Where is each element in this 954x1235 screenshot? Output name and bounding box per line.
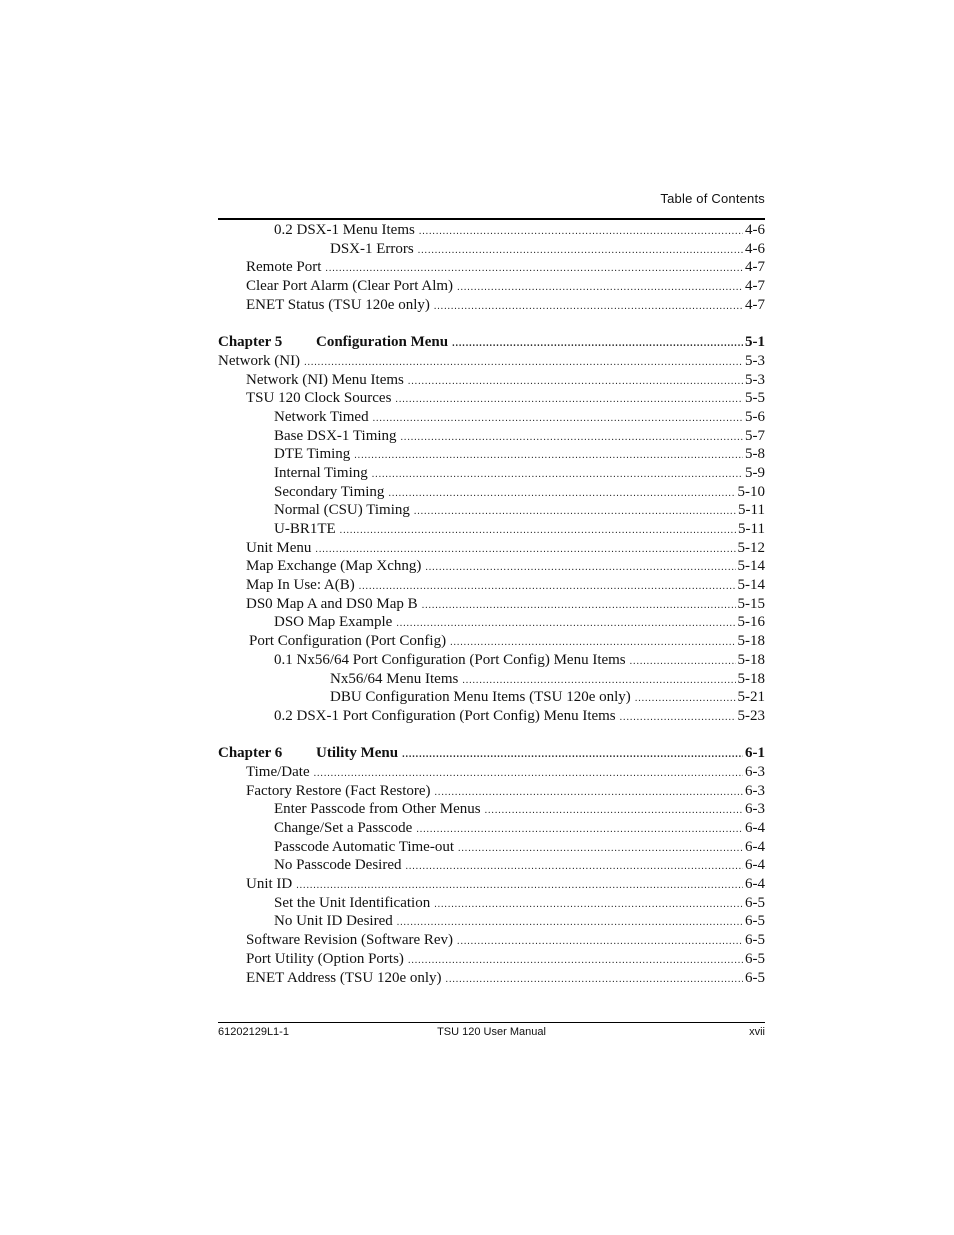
toc-entry[interactable]: [218, 800, 765, 819]
toc-page-number: 5-3: [745, 371, 765, 388]
toc-entry-label: No Passcode Desired: [274, 857, 402, 874]
toc-entry[interactable]: [218, 427, 765, 446]
toc-entry-label: Network Timed: [274, 408, 369, 425]
toc-page-number: 5-1: [745, 334, 765, 351]
toc-page-number: 6-3: [745, 801, 765, 818]
toc-page-number: 6-5: [745, 913, 765, 930]
toc-entry-label: DSX-1 Errors: [330, 240, 414, 257]
toc-chapter-title: [218, 744, 402, 763]
toc-page-number: 5-15: [737, 595, 765, 612]
toc-entry-label: Unit Menu: [246, 539, 312, 556]
toc-entry[interactable]: [218, 651, 765, 670]
toc-entry-label: U-BR1TE: [274, 521, 336, 537]
toc-entry[interactable]: [218, 389, 765, 408]
toc-page-number: 6-1: [745, 745, 765, 762]
toc-chapter-number: Chapter 6: [218, 745, 283, 762]
toc-page-number: 4-6: [745, 240, 765, 257]
toc-page-number: 6-4: [745, 857, 765, 874]
toc-entry-label: 0.2 DSX-1 Port Configuration (Port Config) Menu Items: [274, 707, 616, 724]
toc-entry[interactable]: [218, 838, 765, 857]
toc-entry[interactable]: [218, 240, 765, 259]
toc-page-number: 5-18: [737, 670, 765, 687]
toc-chapter-number: Chapter 5: [218, 334, 283, 351]
toc-page-number: 6-4: [745, 838, 765, 855]
toc-spacer: [218, 314, 765, 333]
toc-entry[interactable]: [218, 782, 765, 801]
dot-leader: [434, 298, 743, 317]
toc-chapter-entry[interactable]: [218, 744, 765, 763]
toc-page-number: 4-6: [745, 222, 765, 238]
toc-entry-label: Set the Unit Identification: [274, 894, 431, 911]
document-number: 61202129L1-1: [218, 1026, 289, 1038]
toc-spacer: [218, 726, 765, 745]
toc-entry-label: 0.2 DSX-1 Menu Items: [274, 222, 415, 238]
toc-page-number: 5-11: [738, 502, 765, 519]
toc-entry[interactable]: [218, 763, 765, 782]
toc-entry-label: Network (NI) Menu Items: [246, 371, 404, 388]
toc-page-number: 5-18: [737, 651, 765, 668]
footer-rule: [218, 1022, 765, 1023]
toc-entry[interactable]: [218, 595, 765, 614]
toc-entry-label: DS0 Map A and DS0 Map B: [246, 595, 418, 612]
toc-entry-label: 0.1 Nx56/64 Port Configuration (Port Config) Menu Items: [274, 651, 626, 668]
toc-entry[interactable]: [218, 483, 765, 502]
toc-entry-label: Port Utility (Option Ports): [246, 950, 404, 967]
toc-entry[interactable]: [218, 688, 765, 707]
toc-entry[interactable]: [218, 371, 765, 390]
toc-entry[interactable]: [218, 557, 765, 576]
toc-page-number: 5-6: [745, 408, 765, 425]
toc-entry-label: Software Revision (Software Rev): [246, 932, 454, 949]
toc-page-number: 6-3: [745, 782, 765, 799]
toc-entry[interactable]: [218, 856, 765, 875]
toc-page-number: 5-23: [737, 707, 765, 724]
toc-page-number: 6-4: [745, 876, 765, 893]
toc-page-number: 4-7: [745, 278, 765, 295]
toc-chapter-label: Configuration Menu: [316, 334, 449, 351]
toc-page-number: 5-5: [745, 390, 765, 407]
toc-page-number: 5-21: [737, 689, 765, 706]
toc-entry-label: Base DSX-1 Timing: [274, 427, 397, 444]
toc-entry-label: TSU 120 Clock Sources: [246, 390, 392, 407]
toc-entry-label: Time/Date: [246, 763, 310, 780]
toc-entry[interactable]: [218, 520, 765, 539]
page-number: xvii: [749, 1026, 765, 1038]
toc-entry-label: Normal (CSU) Timing: [274, 502, 410, 519]
toc-page-number: 5-14: [737, 577, 765, 594]
toc-entry-label: Remote Port: [246, 259, 322, 276]
toc-entry[interactable]: [218, 445, 765, 464]
dot-leader: [446, 971, 743, 990]
toc-entry[interactable]: [218, 613, 765, 632]
toc-entry[interactable]: [218, 296, 765, 315]
toc-entry[interactable]: [218, 670, 765, 689]
toc-entry-label: ENET Address (TSU 120e only): [246, 969, 442, 986]
toc-entry-label: Internal Timing: [274, 464, 368, 481]
toc-chapter-title: [218, 333, 452, 352]
toc-entry-label: Factory Restore (Fact Restore): [246, 782, 431, 799]
toc-entry[interactable]: [218, 352, 765, 371]
toc-entry-label: Network (NI): [218, 352, 301, 369]
toc-entry[interactable]: [218, 931, 765, 950]
toc-page-number: 5-14: [737, 558, 765, 575]
toc-page-number: 4-7: [745, 296, 765, 313]
toc-entry[interactable]: [218, 819, 765, 838]
toc-entry-label: Passcode Automatic Time-out: [274, 838, 454, 855]
toc-entry[interactable]: [218, 258, 765, 277]
toc-page-number: 6-5: [745, 969, 765, 986]
toc-entry-label: DBU Configuration Menu Items (TSU 120e only): [330, 689, 631, 706]
toc-entry-label: Clear Port Alarm (Clear Port Alm): [246, 278, 454, 295]
toc-entry-label: DTE Timing: [274, 446, 351, 463]
toc-entry-label: ENET Status (TSU 120e only): [246, 296, 430, 313]
toc-entry-label: Port Configuration (Port Config): [249, 633, 447, 650]
toc-entry-label: DSO Map Example: [274, 614, 393, 631]
toc-entry-label: Enter Passcode from Other Menus: [274, 801, 481, 818]
toc-chapter-entry[interactable]: [218, 333, 765, 352]
toc-entry[interactable]: [218, 969, 765, 988]
manual-title: TSU 120 User Manual: [437, 1026, 546, 1038]
toc-page-number: 5-8: [745, 446, 765, 463]
toc-entry-label: Unit ID: [246, 876, 293, 893]
toc-page-number: 6-4: [745, 820, 765, 836]
running-header: Table of Contents: [660, 191, 765, 206]
toc-page-number: 5-9: [745, 464, 765, 481]
toc-entry[interactable]: [218, 875, 765, 894]
toc-entry[interactable]: [218, 950, 765, 969]
toc-entry[interactable]: [218, 576, 765, 595]
toc-entry[interactable]: [218, 539, 765, 558]
toc-page-number: 6-5: [745, 950, 765, 967]
toc-page-number: 5-16: [737, 614, 765, 631]
toc-page-number: 5-12: [737, 539, 765, 556]
toc-entry-label: No Unit ID Desired: [274, 913, 393, 930]
toc-page-number: 5-11: [738, 521, 765, 537]
toc-page-number: 6-5: [745, 894, 765, 911]
toc-entry[interactable]: [218, 408, 765, 427]
toc-entry-label: Map Exchange (Map Xchng): [246, 558, 422, 575]
dot-leader: [620, 709, 736, 728]
toc-chapter-label: Utility Menu: [316, 745, 399, 762]
toc-page-number: 4-7: [745, 259, 765, 276]
toc-page-number: 5-7: [745, 427, 765, 444]
toc-entry[interactable]: [218, 632, 765, 651]
toc-entry[interactable]: [218, 464, 765, 483]
toc-entry[interactable]: [218, 912, 765, 931]
toc-page-number: 5-10: [737, 483, 765, 500]
toc-entry[interactable]: [218, 221, 765, 240]
toc-entry-label: Change/Set a Passcode: [274, 820, 413, 836]
toc-entry[interactable]: [218, 894, 765, 913]
table-of-contents: [218, 221, 765, 987]
toc-page-number: 6-3: [745, 763, 765, 780]
toc-entry-label: Secondary Timing: [274, 483, 385, 500]
toc-entry[interactable]: [218, 501, 765, 520]
toc-entry[interactable]: [218, 707, 765, 726]
toc-entry-label: Nx56/64 Menu Items: [330, 670, 459, 687]
toc-page-number: 5-18: [737, 633, 765, 650]
toc-page-number: 5-3: [745, 352, 765, 369]
toc-entry-label: Map In Use: A(B): [246, 577, 355, 594]
header-rule: [218, 218, 765, 220]
toc-entry[interactable]: [218, 277, 765, 296]
toc-page-number: 6-5: [745, 932, 765, 949]
